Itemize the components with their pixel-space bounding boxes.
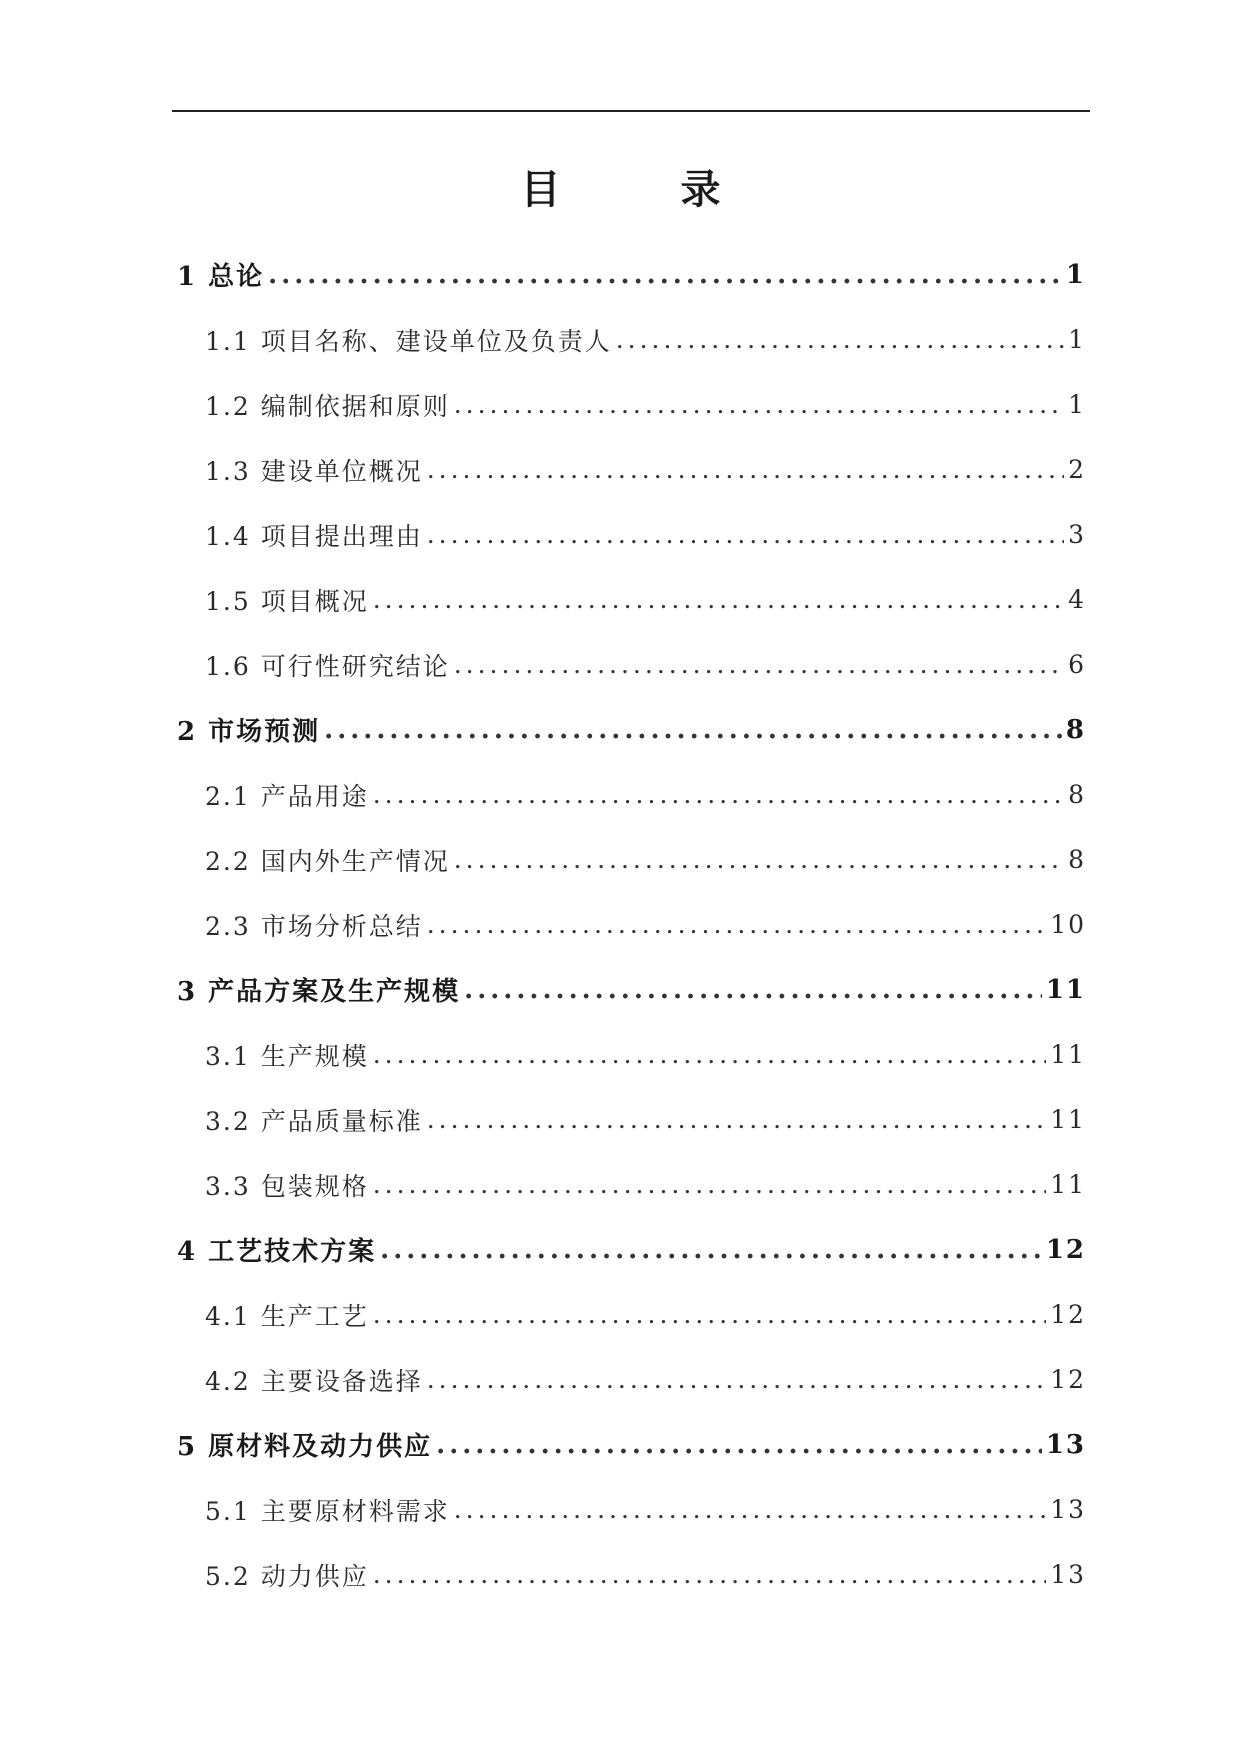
toc-page-number: 1	[1065, 259, 1086, 290]
toc-entry-label: 2.3 市场分析总结	[205, 911, 423, 941]
toc-leader-dots	[427, 1105, 1046, 1134]
toc-page-number: 13	[1050, 1495, 1086, 1524]
toc-chapter-entry[interactable]	[172, 697, 1086, 762]
toc-leader-dots	[268, 260, 1062, 290]
toc-chapter-entry[interactable]	[172, 957, 1086, 1022]
toc-section-entry[interactable]	[172, 632, 1086, 697]
toc-leader-dots	[454, 1495, 1046, 1524]
toc-chapter-entry[interactable]	[172, 242, 1086, 307]
table-of-contents	[172, 242, 1086, 1607]
toc-leader-dots	[380, 1235, 1042, 1265]
toc-leader-dots	[454, 650, 1064, 679]
toc-leader-dots	[373, 1170, 1046, 1199]
toc-section-entry[interactable]	[172, 502, 1086, 567]
toc-entry-label: 4.1 生产工艺	[205, 1301, 369, 1331]
toc-page-number: 2	[1068, 455, 1086, 484]
toc-section-entry[interactable]	[172, 827, 1086, 892]
toc-leader-dots	[427, 910, 1046, 939]
toc-section-entry[interactable]	[172, 567, 1086, 632]
toc-leader-dots	[373, 1040, 1046, 1069]
toc-page-number: 8	[1068, 845, 1086, 874]
toc-entry-label: 3.3 包装规格	[205, 1171, 369, 1201]
toc-leader-dots	[373, 1560, 1046, 1589]
toc-entry-label: 5 原材料及动力供应	[177, 1432, 433, 1462]
toc-page-number: 8	[1065, 714, 1086, 745]
toc-entry-label: 1.3 建设单位概况	[205, 456, 423, 486]
toc-page-number: 11	[1050, 1040, 1086, 1069]
toc-page-number: 13	[1045, 1429, 1086, 1460]
toc-entry-label: 2.1 产品用途	[205, 781, 369, 811]
toc-page-number: 11	[1050, 1105, 1086, 1134]
toc-section-entry[interactable]	[172, 437, 1086, 502]
toc-section-entry[interactable]	[172, 1087, 1086, 1152]
toc-entry-label: 4.2 主要设备选择	[205, 1366, 423, 1396]
toc-section-entry[interactable]	[172, 892, 1086, 957]
toc-leader-dots	[373, 1300, 1046, 1329]
toc-leader-dots	[324, 715, 1062, 745]
toc-page-number: 1	[1068, 390, 1086, 419]
toc-entry-label: 1.2 编制依据和原则	[205, 391, 450, 421]
toc-section-entry[interactable]	[172, 1347, 1086, 1412]
toc-entry-label: 3.1 生产规模	[205, 1041, 369, 1071]
toc-page-number: 12	[1050, 1300, 1086, 1329]
toc-entry-label: 1.5 项目概况	[205, 586, 369, 616]
toc-leader-dots	[427, 1365, 1046, 1394]
toc-entry-label: 3.2 产品质量标准	[205, 1106, 423, 1136]
toc-leader-dots	[454, 390, 1064, 419]
toc-section-entry[interactable]	[172, 307, 1086, 372]
toc-leader-dots	[436, 1430, 1042, 1460]
toc-leader-dots	[427, 520, 1064, 549]
toc-entry-label: 5.1 主要原材料需求	[205, 1496, 450, 1526]
toc-entry-label: 1 总论	[177, 262, 265, 292]
toc-leader-dots	[373, 585, 1064, 614]
toc-entry-label: 2 市场预测	[177, 717, 321, 747]
toc-section-entry[interactable]	[172, 762, 1086, 827]
toc-entry-label: 1.6 可行性研究结论	[205, 651, 450, 681]
toc-page-number: 12	[1045, 1234, 1086, 1265]
toc-entry-label: 5.2 动力供应	[205, 1561, 369, 1591]
toc-entry-label: 4 工艺技术方案	[177, 1237, 377, 1267]
toc-page-number: 8	[1068, 780, 1086, 809]
toc-page-number: 4	[1068, 585, 1086, 614]
toc-section-entry[interactable]	[172, 1152, 1086, 1217]
toc-entry-label: 3 产品方案及生产规模	[177, 977, 461, 1007]
toc-section-entry[interactable]	[172, 1282, 1086, 1347]
toc-chapter-entry[interactable]	[172, 1217, 1086, 1282]
toc-leader-dots	[373, 780, 1064, 809]
toc-entry-label: 2.2 国内外生产情况	[205, 846, 450, 876]
toc-page-number: 11	[1045, 974, 1086, 1005]
toc-entry-label: 1.4 项目提出理由	[205, 521, 423, 551]
toc-page-number: 1	[1068, 325, 1086, 354]
header-rule	[172, 110, 1090, 112]
page-title: 目 录	[520, 166, 761, 213]
toc-leader-dots	[427, 455, 1064, 484]
toc-page-number: 13	[1050, 1560, 1086, 1589]
toc-page-number: 11	[1050, 1170, 1086, 1199]
toc-page-number: 3	[1068, 520, 1086, 549]
toc-page-number: 6	[1068, 650, 1086, 679]
toc-page-number: 10	[1050, 910, 1086, 939]
toc-leader-dots	[616, 325, 1064, 354]
toc-leader-dots	[464, 975, 1042, 1005]
toc-section-entry[interactable]	[172, 372, 1086, 437]
toc-chapter-entry[interactable]	[172, 1412, 1086, 1477]
toc-page-number: 12	[1050, 1365, 1086, 1394]
toc-section-entry[interactable]	[172, 1542, 1086, 1607]
toc-section-entry[interactable]	[172, 1022, 1086, 1087]
toc-section-entry[interactable]	[172, 1477, 1086, 1542]
toc-entry-label: 1.1 项目名称、建设单位及负责人	[205, 326, 612, 356]
toc-leader-dots	[454, 845, 1064, 874]
